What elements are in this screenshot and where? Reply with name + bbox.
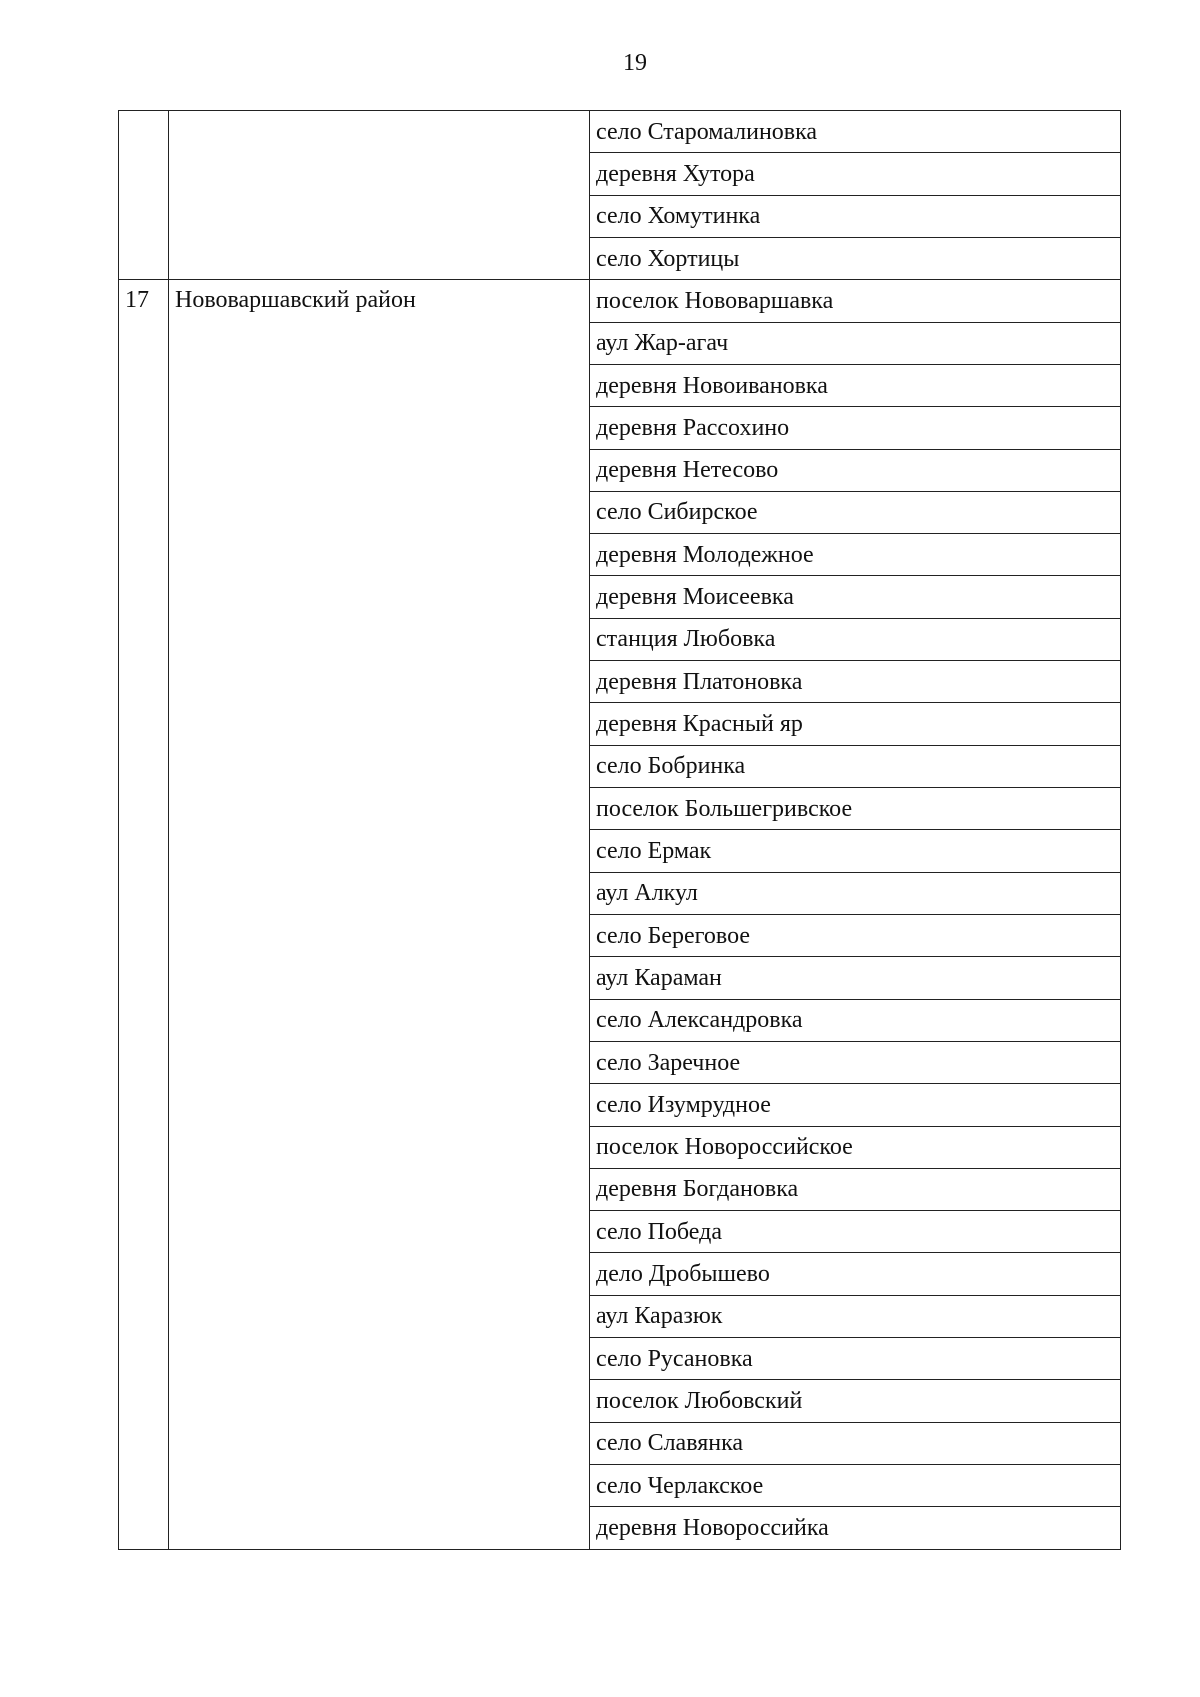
- settlement-cell: поселок Нововаршавка: [590, 280, 1121, 322]
- table-row: [119, 280, 1121, 322]
- settlement-cell: дело Дробышево: [590, 1253, 1121, 1295]
- settlement-cell: деревня Моисеевка: [590, 576, 1121, 618]
- settlement-cell: село Александровка: [590, 999, 1121, 1041]
- settlement-cell: село Победа: [590, 1211, 1121, 1253]
- settlement-cell: село Береговое: [590, 914, 1121, 956]
- settlement-cell: село Старомалиновка: [590, 111, 1121, 153]
- settlement-cell: деревня Новороссийка: [590, 1507, 1121, 1550]
- settlement-cell: село Хортицы: [590, 237, 1121, 279]
- district-name-cell: [169, 111, 590, 280]
- settlement-cell: село Славянка: [590, 1422, 1121, 1464]
- settlement-cell: деревня Красный яр: [590, 703, 1121, 745]
- settlement-cell: поселок Большегривское: [590, 788, 1121, 830]
- settlement-cell: село Черлакское: [590, 1465, 1121, 1507]
- settlement-cell: деревня Нетесово: [590, 449, 1121, 491]
- settlement-cell: село Заречное: [590, 1041, 1121, 1083]
- settlement-cell: деревня Рассохино: [590, 407, 1121, 449]
- row-number-cell: [119, 111, 169, 280]
- settlement-cell: село Хомутинка: [590, 195, 1121, 237]
- row-number-cell: 17: [119, 280, 169, 1550]
- district-name-cell: Нововаршавский район: [169, 280, 590, 1550]
- table-row: [119, 111, 1121, 153]
- settlement-cell: аул Каразюк: [590, 1295, 1121, 1337]
- settlement-cell: станция Любовка: [590, 618, 1121, 660]
- table-body: [119, 111, 1121, 1550]
- settlement-cell: село Изумрудное: [590, 1084, 1121, 1126]
- settlement-cell: деревня Хутора: [590, 153, 1121, 195]
- settlement-cell: деревня Молодежное: [590, 534, 1121, 576]
- settlement-cell: аул Жар-агач: [590, 322, 1121, 364]
- settlement-cell: село Ермак: [590, 830, 1121, 872]
- settlement-cell: село Русановка: [590, 1338, 1121, 1380]
- page-number: 19: [623, 50, 647, 76]
- settlement-cell: деревня Новоивановка: [590, 364, 1121, 406]
- settlement-cell: деревня Богдановка: [590, 1168, 1121, 1210]
- settlement-cell: аул Караман: [590, 957, 1121, 999]
- settlement-cell: село Сибирское: [590, 491, 1121, 533]
- settlement-cell: деревня Платоновка: [590, 661, 1121, 703]
- settlement-cell: аул Алкул: [590, 872, 1121, 914]
- settlements-table: [118, 110, 1121, 1550]
- settlement-cell: село Бобринка: [590, 745, 1121, 787]
- settlement-cell: поселок Любовский: [590, 1380, 1121, 1422]
- settlement-cell: поселок Новороссийское: [590, 1126, 1121, 1168]
